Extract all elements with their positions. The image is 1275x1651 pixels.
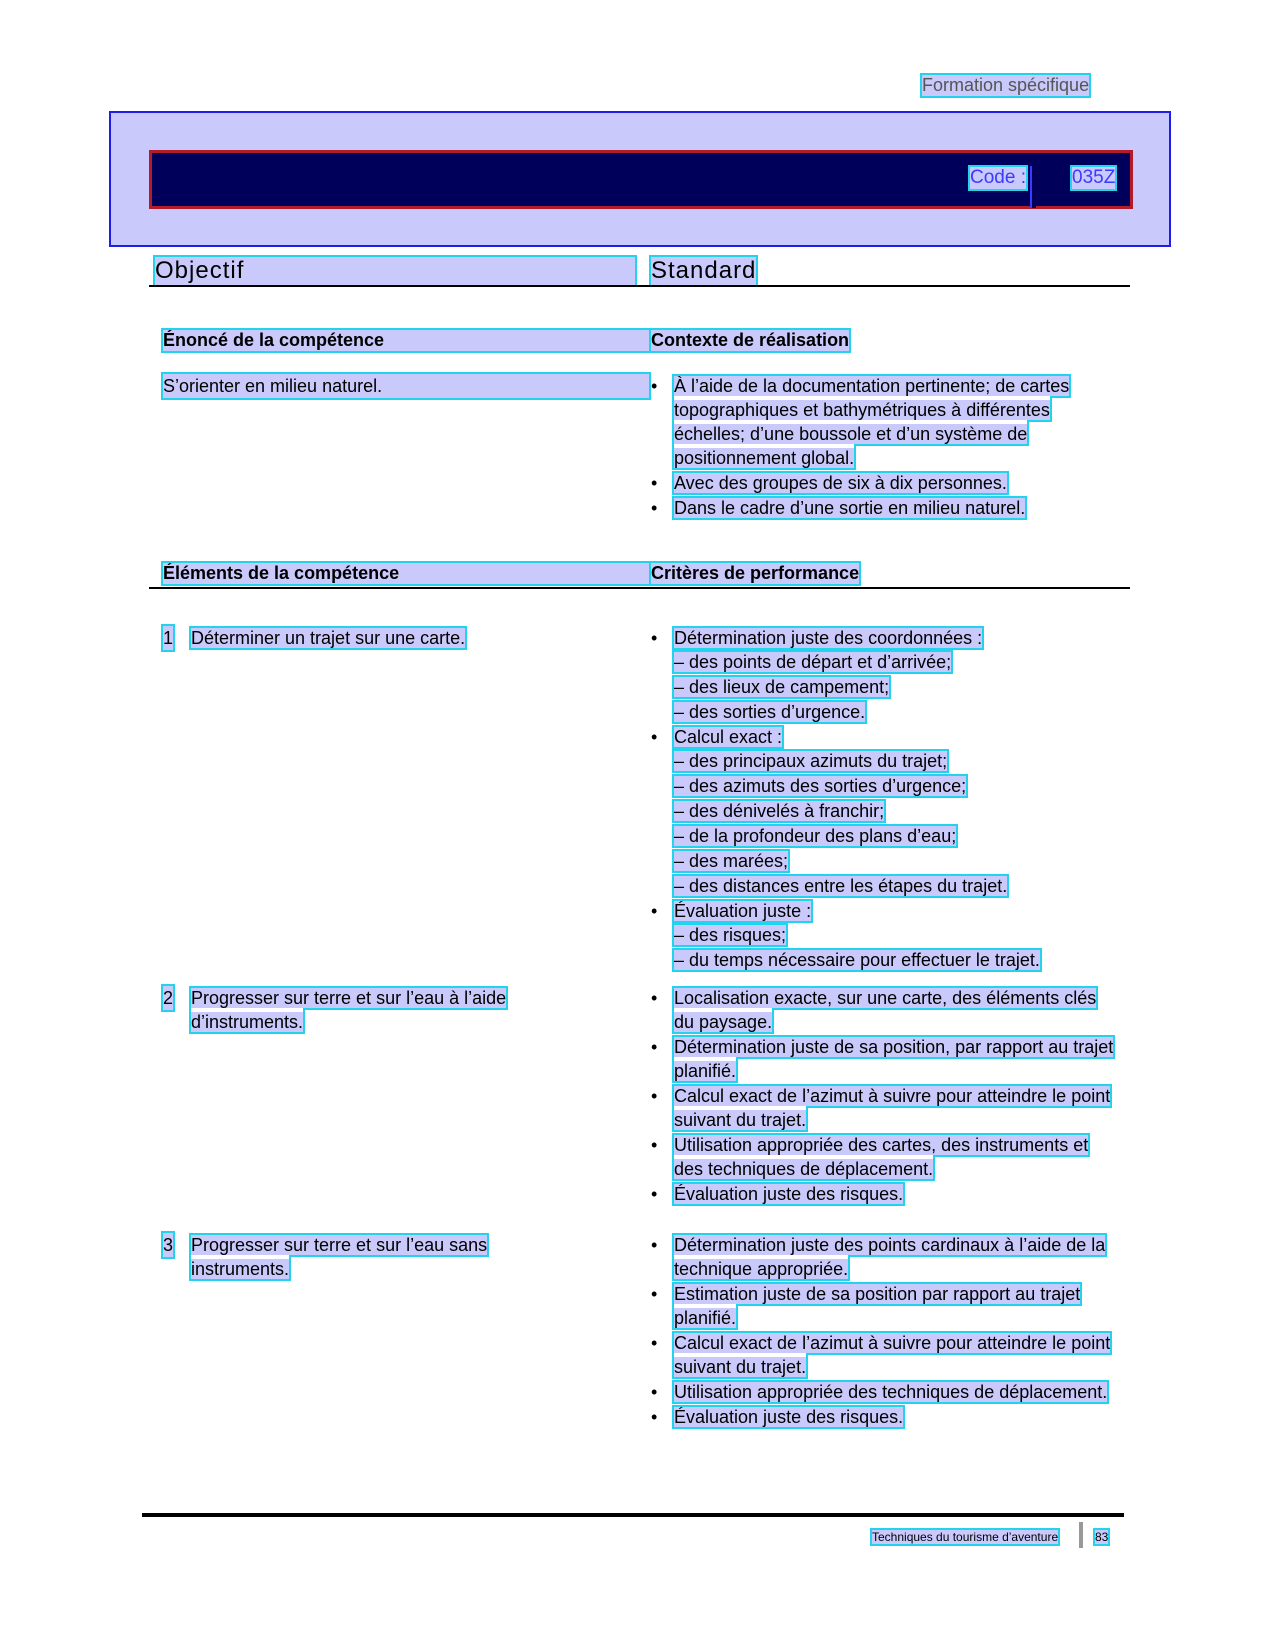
criterion-text: Détermination juste de sa position, par rapport au trajet planifié.	[674, 1037, 1114, 1081]
criterion-item	[651, 1233, 1121, 1281]
sub-criterion-item	[674, 774, 1121, 798]
criterion-text: Calcul exact de l’azimut à suivre pour atteindre le point suivant du trajet.	[674, 1086, 1111, 1130]
bullet-icon: •	[651, 727, 658, 747]
bullet-icon: •	[651, 1407, 658, 1427]
sub-criterion-text: – des marées;	[674, 851, 789, 871]
column-heading-objectif: Objectif	[155, 257, 635, 285]
sub-criterion-item	[674, 675, 1121, 699]
bullet-icon: •	[651, 376, 658, 396]
bullet-icon: •	[651, 473, 658, 493]
criteria-list	[651, 986, 1121, 1207]
sub-criterion-text: – des sorties d’urgence.	[674, 702, 866, 722]
criterion-item	[651, 1405, 1121, 1429]
element-cell	[191, 626, 561, 650]
bullet-icon: •	[651, 498, 658, 518]
criterion-item	[651, 1035, 1121, 1083]
sub-criterion-item	[674, 650, 1121, 674]
criterion-text: Dans le cadre d’une sortie en milieu naturel.	[674, 498, 1026, 518]
column-heading-standard: Standard	[651, 257, 757, 284]
criterion-item	[651, 374, 1071, 470]
element-number: 3	[163, 1235, 174, 1255]
criterion-item	[651, 626, 1121, 724]
criterion-text: Détermination juste des points cardinaux à l’aide de la technique appropriée.	[674, 1235, 1106, 1279]
competence-title: Énoncé de la compétence	[163, 330, 649, 351]
sub-criterion-text: – des risques;	[674, 925, 787, 945]
bullet-icon: •	[651, 1333, 658, 1353]
criterion-text: À l’aide de la documentation pertinente; de cartes topographiques et bathymétriques à différentes échelles; d’une boussole et d’un système de positionnement global.	[674, 376, 1070, 468]
element-number: 1	[163, 628, 174, 648]
sub-criterion-item	[674, 824, 1121, 848]
criterion-text: Utilisation appropriée des techniques de déplacement.	[674, 1382, 1108, 1402]
code-value: 035Z	[1072, 167, 1116, 188]
bullet-icon: •	[651, 1382, 658, 1402]
code-separator	[1030, 166, 1036, 208]
competence-text: S’orienter en milieu naturel.	[163, 374, 649, 398]
sub-criterion-text: – des principaux azimuts du trajet;	[674, 751, 948, 771]
bullet-icon: •	[651, 1037, 658, 1057]
criterion-text: Utilisation appropriée des cartes, des instruments et des techniques de déplacement.	[674, 1135, 1089, 1179]
bullet-icon: •	[651, 1086, 658, 1106]
context-title: Contexte de réalisation	[651, 330, 850, 350]
sub-criterion-text: – de la profondeur des plans d’eau;	[674, 826, 957, 846]
context-list	[651, 374, 1071, 521]
criterion-item	[651, 1331, 1121, 1379]
criterion-item	[651, 1282, 1121, 1330]
criterion-item	[651, 471, 1071, 495]
criterion-item	[651, 496, 1071, 520]
criterion-item	[651, 725, 1121, 898]
criterion-text: Calcul exact de l’azimut à suivre pour atteindre le point suivant du trajet.	[674, 1333, 1111, 1377]
criterion-item	[651, 1182, 1121, 1206]
sub-criterion-item	[674, 874, 1121, 898]
bullet-icon: •	[651, 628, 658, 648]
criterion-text: Calcul exact :	[674, 727, 783, 747]
element-text: Déterminer un trajet sur une carte.	[191, 628, 466, 648]
criterion-item	[651, 1084, 1121, 1132]
sub-criterion-text: – des lieux de campement;	[674, 677, 890, 697]
bullet-icon: •	[651, 1135, 658, 1155]
code-label: Code :	[970, 167, 1026, 188]
criterion-text: Avec des groupes de six à dix personnes.	[674, 473, 1007, 493]
bullet-icon: •	[651, 988, 658, 1008]
criterion-text: Évaluation juste :	[674, 901, 812, 921]
criterion-text: Évaluation juste des risques.	[674, 1184, 904, 1204]
sub-criterion-item	[674, 700, 1121, 724]
criterion-text: Détermination juste des coordonnées :	[674, 628, 983, 648]
element-text: Progresser sur terre et sur l’eau à l’aide d’instruments.	[191, 988, 507, 1032]
criteria-list	[651, 626, 1121, 973]
criteria-title: Critères de performance	[651, 563, 860, 583]
sub-criterion-item	[674, 948, 1121, 972]
bullet-icon: •	[651, 1184, 658, 1204]
bullet-icon: •	[651, 901, 658, 921]
criterion-text: Localisation exacte, sur une carte, des éléments clés du paysage.	[674, 988, 1097, 1032]
criterion-text: Estimation juste de sa position par rapport au trajet planifié.	[674, 1284, 1081, 1328]
divider	[149, 285, 1130, 287]
element-cell	[191, 986, 561, 1034]
bullet-icon: •	[651, 1284, 658, 1304]
criterion-item	[651, 899, 1121, 972]
sub-criterion-text: – des dénivelés à franchir;	[674, 801, 885, 821]
sub-criterion-text: – des distances entre les étapes du trajet.	[674, 876, 1008, 896]
sub-criterion-text: – des points de départ et d’arrivée;	[674, 652, 952, 672]
footer-divider	[142, 1513, 1124, 1517]
sub-criterion-text: – des azimuts des sorties d’urgence;	[674, 776, 967, 796]
section-category: Formation spécifique	[922, 75, 1090, 95]
sub-criterion-item	[674, 749, 1121, 773]
element-cell	[191, 1233, 561, 1281]
sub-criterion-text: – du temps nécessaire pour effectuer le trajet.	[674, 950, 1040, 970]
footer-separator	[1079, 1522, 1083, 1548]
criterion-text: Évaluation juste des risques.	[674, 1407, 904, 1427]
criterion-item	[651, 1133, 1121, 1181]
sub-criterion-item	[674, 799, 1121, 823]
sub-criterion-item	[674, 923, 1121, 947]
criterion-item	[651, 986, 1121, 1034]
bullet-icon: •	[651, 1235, 658, 1255]
elements-title: Éléments de la compétence	[163, 563, 649, 584]
footer-title: Techniques du tourisme d’aventure	[872, 1530, 1059, 1544]
sub-criterion-item	[674, 849, 1121, 873]
element-text: Progresser sur terre et sur l’eau sans instruments.	[191, 1235, 488, 1279]
criterion-item	[651, 1380, 1121, 1404]
divider	[149, 587, 1130, 589]
element-number: 2	[163, 988, 174, 1008]
page-number: 83	[1095, 1530, 1109, 1544]
criteria-list	[651, 1233, 1121, 1430]
